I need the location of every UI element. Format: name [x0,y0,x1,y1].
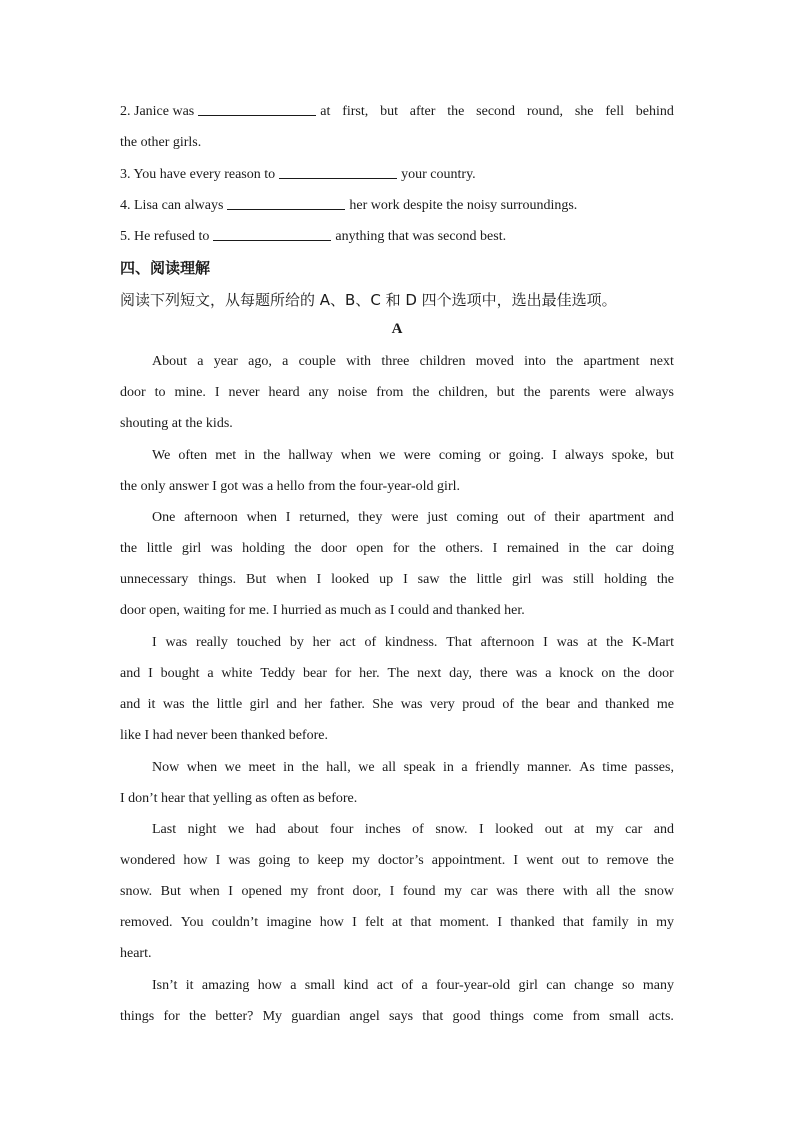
passage-line: About a year ago, a couple with three children moved into the apartment next [152,354,674,369]
passage-line: and I bought a white Teddy bear for her. The next day, there was a knock on the door [120,666,674,681]
question-2-cont-text: the other girls. [120,135,202,150]
passage-line: Now when we meet in the hall, we all speak in a friendly manner. As time passes, [152,760,674,775]
question-2-cont [120,133,674,153]
passage-line: shouting at the kids. [120,416,233,431]
passage-line: removed. You couldn’t imagine how I felt at that moment. I thanked that family in my [120,915,674,930]
instruction: 阅读下列短文，从每题所给的 A、B、C 和 D 四个选项中，选出最佳选项。 [120,291,617,309]
question-2-stem: 2. Janice was [120,104,195,119]
passage-line: I don’t hear that yelling as often as before. [120,791,358,806]
question-3-stem: 3. You have every reason to [120,167,276,182]
passage-line: the only answer I got was a hello from the four-year-old girl. [120,479,460,494]
passage-line: things for the better? My guardian angel says that good things come from small acts. [120,1009,674,1024]
passage-line: like I had never been thanked before. [120,728,328,743]
passage-line: door to mine. I never heard any noise from the children, but the parents were always [120,385,674,400]
passage-line: heart. [120,946,152,961]
passage-line: We often met in the hallway when we were coming or going. I always spoke, but [152,448,674,463]
question-4-stem: 4. Lisa can always [120,198,224,213]
question-4-blank[interactable] [227,196,345,210]
question-2 [120,102,674,122]
passage-line: Last night we had about four inches of snow. I looked out at my car and [152,822,674,837]
question-4 [120,196,674,216]
passage-line: wondered how I was going to keep my doctor’s appointment. I went out to remove the [120,853,674,868]
passage-line: Isn’t it amazing how a small kind act of a four-year-old girl can change so many [152,978,674,993]
passage-line: snow. But when I opened my front door, I found my car was there with all the snow [120,884,674,899]
passage-line: and it was the little girl and her father. She was very proud of the bear and thanked me [120,697,674,712]
passage-line: door open, waiting for me. I hurried as much as I could and thanked her. [120,603,525,618]
question-2-rest: at first, but after the second round, she fell behind [320,104,674,119]
question-5-blank[interactable] [213,227,331,241]
question-5-rest: anything that was second best. [335,229,507,244]
question-3-blank[interactable] [279,165,397,179]
question-3-rest: your country. [401,167,476,182]
passage-line: One afternoon when I returned, they were just coming out of their apartment and [152,510,674,525]
question-5-stem: 5. He refused to [120,229,210,244]
question-4-rest: her work despite the noisy surroundings. [349,198,578,213]
passage-line: the little girl was holding the door open for the others. I remained in the car doing [120,541,674,556]
question-2-blank[interactable] [198,102,316,116]
passage-line: unnecessary things. But when I looked up I saw the little girl was still holding the [120,572,674,587]
passage-label: A [391,321,403,337]
passage-line: I was really touched by her act of kindness. That afternoon I was at the K-Mart [152,635,674,650]
question-5 [120,227,674,247]
section-title: 四、阅读理解 [120,259,211,277]
question-3 [120,165,674,185]
